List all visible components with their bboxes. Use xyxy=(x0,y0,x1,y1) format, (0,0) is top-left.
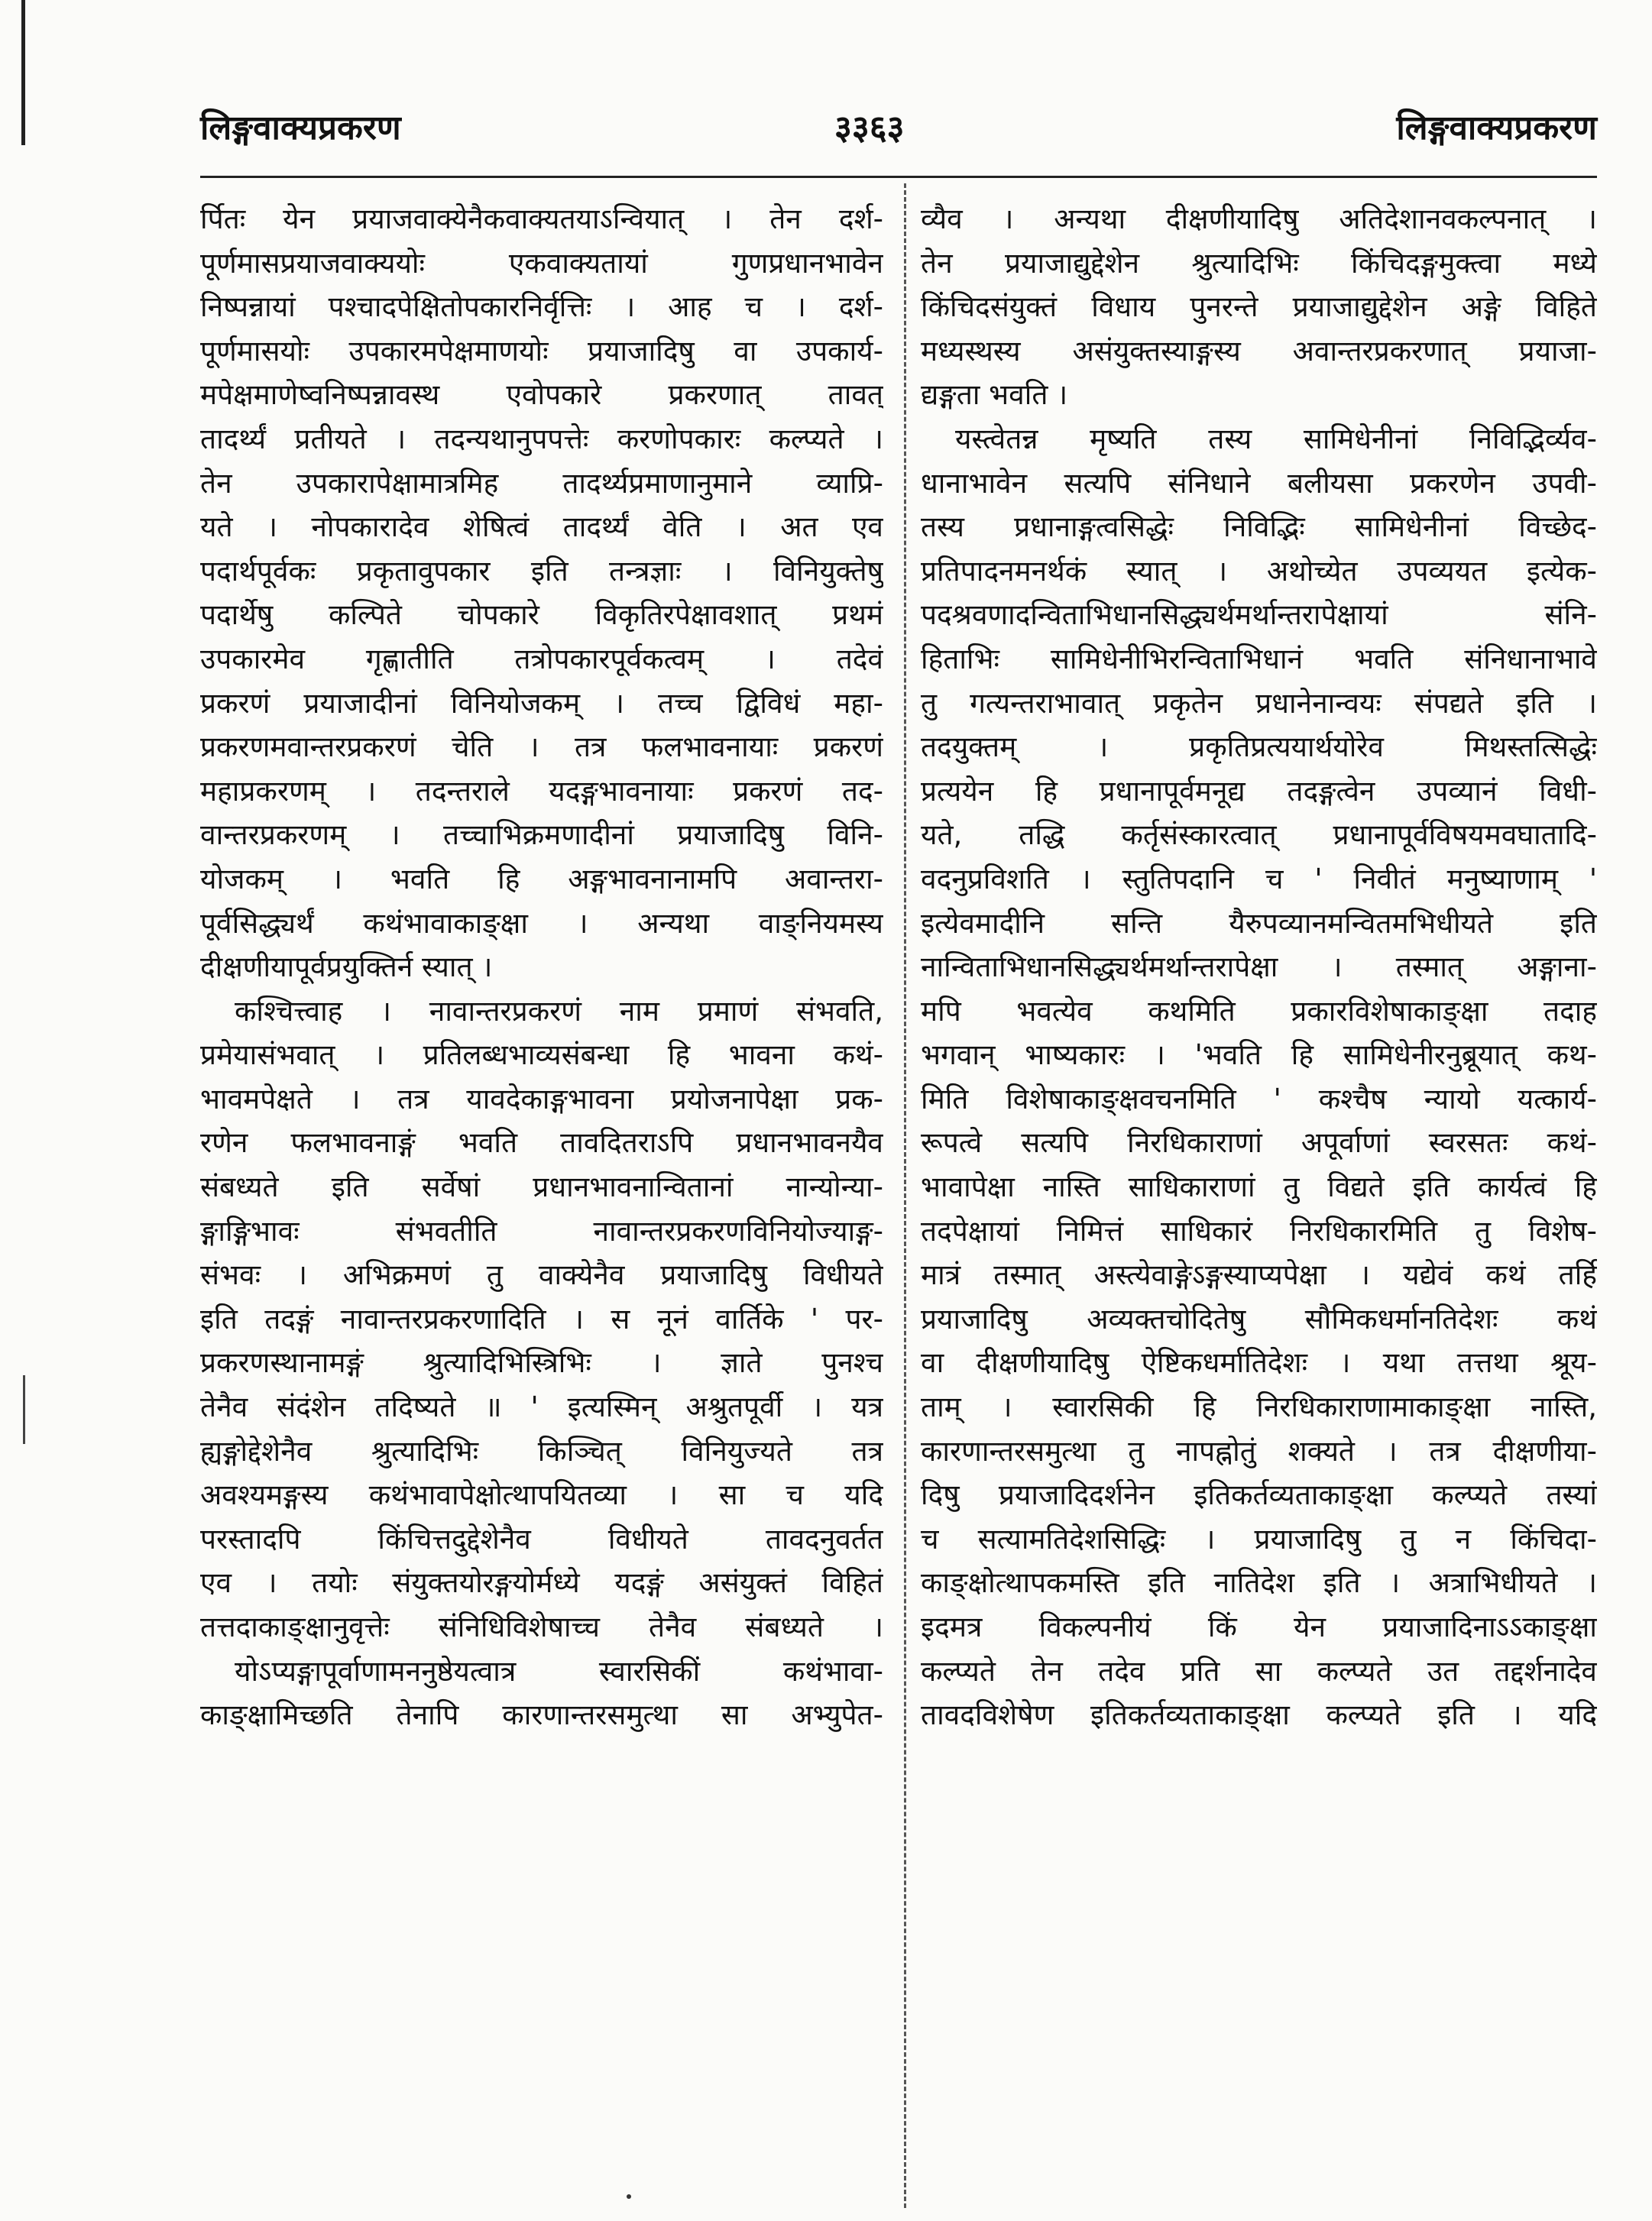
text-line: योजकम् । भवति हि अङ्गभावनानामपि अवान्तरा- xyxy=(200,862,883,895)
right-column xyxy=(921,197,1597,1737)
text-line: दिषु प्रयाजादिदर्शनेन इतिकर्तव्यताकाङ्क्षा कल्प्यते तस्यां xyxy=(921,1478,1597,1512)
text-line: भावापेक्षा नास्ति साधिकाराणां तु विद्यते इति कार्यत्वं हि xyxy=(921,1170,1597,1204)
text-line: उपकारमेव गृह्णातीति तत्रोपकारपूर्वकत्वम् । तदेवं xyxy=(200,642,883,675)
text-line: कारणान्तरसमुत्था तु नापह्नोतुं शक्यते । तत्र दीक्षणीया- xyxy=(921,1434,1597,1468)
text-line: काङ्क्षोत्थापकमस्ति इति नातिदेश इति । अत्राभिधीयते । xyxy=(921,1566,1597,1600)
scan-edge-mark xyxy=(23,1375,25,1444)
paragraph-start-line: कश्चित्त्वाह । नावान्तरप्रकरणं नाम प्रमाणं संभवति, xyxy=(235,994,883,1028)
text-line: ङ्गाङ्गिभावः संभवतीति नावान्तरप्रकरणविनियोज्याङ्ग- xyxy=(200,1214,883,1248)
text-line: तदयुक्तम् । प्रकृतिप्रत्ययार्थयोरेव मिथस्तत्सिद्धेः xyxy=(921,730,1597,764)
text-line: रूपत्वे सत्यपि निरधिकाराणां अपूर्वाणां स्वरसतः कथं- xyxy=(921,1126,1597,1160)
text-line: काङ्क्षामिच्छति तेनापि कारणान्तरसमुत्था सा अभ्युपेत- xyxy=(200,1698,883,1732)
scan-edge-mark xyxy=(21,0,25,145)
header-rule xyxy=(200,176,1597,178)
text-line: तेन प्रयाजाद्युद्देशेन श्रुत्यादिभिः किंचिदङ्गमुक्त्वा मध्ये xyxy=(921,246,1597,280)
text-line: धानाभावेन सत्यपि संनिधाने बलीयसा प्रकरणेन उपवी- xyxy=(921,466,1597,500)
text-line: मात्रं तस्मात् अस्त्येवाङ्गेऽङ्गस्याप्यपेक्षा । यद्येवं कथं तर्हि xyxy=(921,1258,1597,1292)
text-line: तावदविशेषेण इतिकर्तव्यताकाङ्क्षा कल्प्यते इति । यदि xyxy=(921,1698,1597,1732)
text-line: भावमपेक्षते । तत्र यावदेकाङ्गभावना प्रयोजनापेक्षा प्रक- xyxy=(200,1082,883,1115)
text-line: पदार्थपूर्वकः प्रकृतावुपकार इति तन्त्रज्ञाः । विनियुक्तेषु xyxy=(200,554,883,588)
text-line: तादर्थ्यं प्रतीयते । तदन्यथानुपपत्तेः करणोपकारः कल्प्यते । xyxy=(200,422,883,455)
text-line: च सत्यामतिदेशसिद्धिः । प्रयाजादिषु तु न किंचिदा- xyxy=(921,1522,1597,1556)
text-line: एव । तयोः संयुक्तयोरङ्गयोर्मध्ये यदङ्गं असंयुक्तं विहितं xyxy=(200,1566,883,1600)
paragraph-start-line: योऽप्यङ्गापूर्वाणामननुष्ठेयत्वात्र स्वारसिकीं कथंभावा- xyxy=(235,1654,883,1688)
text-line: मपेक्षमाणेष्वनिष्पन्नावस्थ एवोपकारे प्रकरणात् तावत् xyxy=(200,378,883,412)
header-left-title: लिङ्गवाक्यप्रकरण xyxy=(200,108,401,147)
text-line: प्रयाजादिषु अव्यक्तचोदितेषु सौमिकधर्मानतिदेशः कथं xyxy=(921,1302,1597,1336)
text-line: यते । नोपकारादेव शेषित्वं तादर्थ्यं वेति । अत एव xyxy=(200,510,883,544)
text-line: भगवान् भाष्यकारः । 'भवति हि सामिधेनीरनुब्रूयात् कथ- xyxy=(921,1038,1597,1072)
text-line: किंचिदसंयुक्तं विधाय पुनरन्ते प्रयाजाद्युद्देशेन अङ्गे विहिते xyxy=(921,290,1597,324)
text-line: वा दीक्षणीयादिषु ऐष्टिकधर्मातिदेशः । यथा तत्तथा श्रूय- xyxy=(921,1346,1597,1380)
text-line: कल्प्यते तेन तदेव प्रति सा कल्प्यते उत तद्दर्शनादेव xyxy=(921,1654,1597,1688)
text-line: पूर्वसिद्ध्यर्थं कथंभावाकाङ्क्षा । अन्यथा वाङ्नियमस्य xyxy=(200,906,883,940)
text-line: मिति विशेषाकाङ्क्षवचनमिति ' कश्चैष न्यायो यत्कार्य- xyxy=(921,1082,1597,1115)
text-line: पदार्थेषु कल्पिते चोपकारे विकृतिरपेक्षावशात् प्रथमं xyxy=(200,598,883,632)
header-right-title: लिङ्गवाक्यप्रकरण xyxy=(1396,108,1597,147)
column-divider xyxy=(904,183,906,2208)
text-line: तेन उपकारापेक्षामात्रमिह तादर्थ्यप्रमाणानुमाने व्याप्रि- xyxy=(200,466,883,500)
text-line: प्रकरणं प्रयाजादीनां विनियोजकम् । तच्च द्विविधं महा- xyxy=(200,686,883,720)
text-line: पदश्रवणादन्विताभिधानसिद्ध्यर्थमर्थान्तरापेक्षायां संनि- xyxy=(921,598,1597,632)
text-line: र्पितः येन प्रयाजवाक्येनैकवाक्यतयाऽन्वियात् । तेन दर्श- xyxy=(200,202,883,235)
text-line: निष्पन्नायां पश्चादपेक्षितोपकारनिर्वृत्तिः । आह च । दर्श- xyxy=(200,290,883,324)
text-line: द्यङ्गता भवति । xyxy=(921,378,1068,412)
text-line: यते, तद्धि कर्तृसंस्कारत्वात् प्रधानापूर्वविषयमवघातादि- xyxy=(921,818,1597,852)
running-header xyxy=(200,103,1597,157)
text-line: नान्विताभिधानसिद्ध्यर्थमर्थान्तरापेक्षा । तस्मात् अङ्गाना- xyxy=(921,950,1597,984)
text-line: वान्तरप्रकरणम् । तच्चाभिक्रमणादीनां प्रयाजादिषु विनि- xyxy=(200,818,883,852)
text-line: प्रकरणस्थानामङ्गं श्रुत्यादिभिस्त्रिभिः । ज्ञाते पुनश्च xyxy=(200,1346,883,1380)
text-line: प्रत्ययेन हि प्रधानापूर्वमनूद्य तदङ्गत्वेन उपव्यानं विधी- xyxy=(921,774,1597,808)
text-line: तस्य प्रधानाङ्गत्वसिद्धेः निविद्भिः सामिधेनीनां विच्छेद- xyxy=(921,510,1597,544)
text-line: पूर्णमासयोः उपकारमपेक्षमाणयोः प्रयाजादिषु वा उपकार्य- xyxy=(200,334,883,367)
text-line: इत्येवमादीनि सन्ति यैरुपव्यानमन्वितमभिधीयते इति xyxy=(921,906,1597,940)
text-line: रणेन फलभावनाङ्गं भवति तावदितराऽपि प्रधानभावनयैव xyxy=(200,1126,883,1160)
text-line: दीक्षणीयापूर्वप्रयुक्तिर्न स्यात् । xyxy=(200,950,493,984)
text-line: प्रकरणमवान्तरप्रकरणं चेति । तत्र फलभावनायाः प्रकरणं xyxy=(200,730,883,764)
text-line: पूर्णमासप्रयाजवाक्ययोः एकवाक्यतायां गुणप्रधानभावेन xyxy=(200,246,883,280)
text-line: प्रमेयासंभवात् । प्रतिलब्धभाव्यसंबन्धा हि भावना कथं- xyxy=(200,1038,883,1072)
page-number: ३३६३ xyxy=(834,108,905,147)
text-line: ह्यङ्गोद्देशेनैव श्रुत्यादिभिः किञ्चित् विनियुज्यते तत्र xyxy=(200,1434,883,1468)
text-line: मध्यस्थस्य असंयुक्तस्याङ्गस्य अवान्तरप्रकरणात् प्रयाजा- xyxy=(921,334,1597,367)
scan-speck xyxy=(627,2194,631,2199)
text-line: प्रतिपादनमनर्थकं स्यात् । अथोच्येत उपव्ययत इत्येक- xyxy=(921,554,1597,588)
text-line: महाप्रकरणम् । तदन्तराले यदङ्गभावनायाः प्रकरणं तद- xyxy=(200,774,883,808)
text-line: परस्तादपि किंचित्तदुद्देशेनैव विधीयते तावदनुवर्तत xyxy=(200,1522,883,1556)
text-line: हिताभिः सामिधेनीभिरन्विताभिधानं भवति संनिधानाभावे xyxy=(921,642,1597,675)
text-line: संबध्यते इति सर्वेषां प्रधानभावनान्वितानां नान्योन्या- xyxy=(200,1170,883,1204)
text-line: इदमत्र विकल्पनीयं किं येन प्रयाजादिनाऽऽकाङ्क्षा xyxy=(921,1611,1597,1643)
text-line: ताम् । स्वारसिकी हि निरधिकाराणामाकाङ्क्षा नास्ति, xyxy=(921,1391,1597,1424)
left-column xyxy=(200,197,883,1737)
text-line: अवश्यमङ्गस्य कथंभावापेक्षोत्थापयितव्या । सा च यदि xyxy=(200,1478,883,1512)
text-line: संभवः । अभिक्रमणं तु वाक्येनैव प्रयाजादिषु विधीयते xyxy=(200,1258,883,1292)
text-line: तत्तदाकाङ्क्षानुवृत्तेः संनिधिविशेषाच्च तेनैव संबध्यते । xyxy=(200,1611,883,1643)
text-line: व्यैव । अन्यथा दीक्षणीयादिषु अतिदेशानवकल्पनात् । xyxy=(921,202,1597,235)
text-line: मपि भवत्येव कथमिति प्रकारविशेषाकाङ्क्षा तदाह xyxy=(921,994,1597,1028)
text-line: वदनुप्रविशति । स्तुतिपदानि च ' निवीतं मनुष्याणाम् ' xyxy=(921,862,1597,895)
paragraph-start-line: यस्त्वेतन्न मृष्यति तस्य सामिधेनीनां निविद्भिर्व्यव- xyxy=(955,422,1597,455)
text-line: तेनैव संदंशेन तदिष्यते ॥ ' इत्यस्मिन् अश्रुतपूर्वी । यत्र xyxy=(200,1391,883,1424)
text-line: तु गत्यन्तराभावात् प्रकृतेन प्रधानेनान्वयः संपद्यते इति । xyxy=(921,686,1597,720)
text-line: तदपेक्षायां निमित्तं साधिकारं निरधिकारमिति तु विशेष- xyxy=(921,1214,1597,1248)
text-line: इति तदङ्गं नावान्तरप्रकरणादिति । स नूनं वार्तिके ' पर- xyxy=(200,1302,883,1336)
